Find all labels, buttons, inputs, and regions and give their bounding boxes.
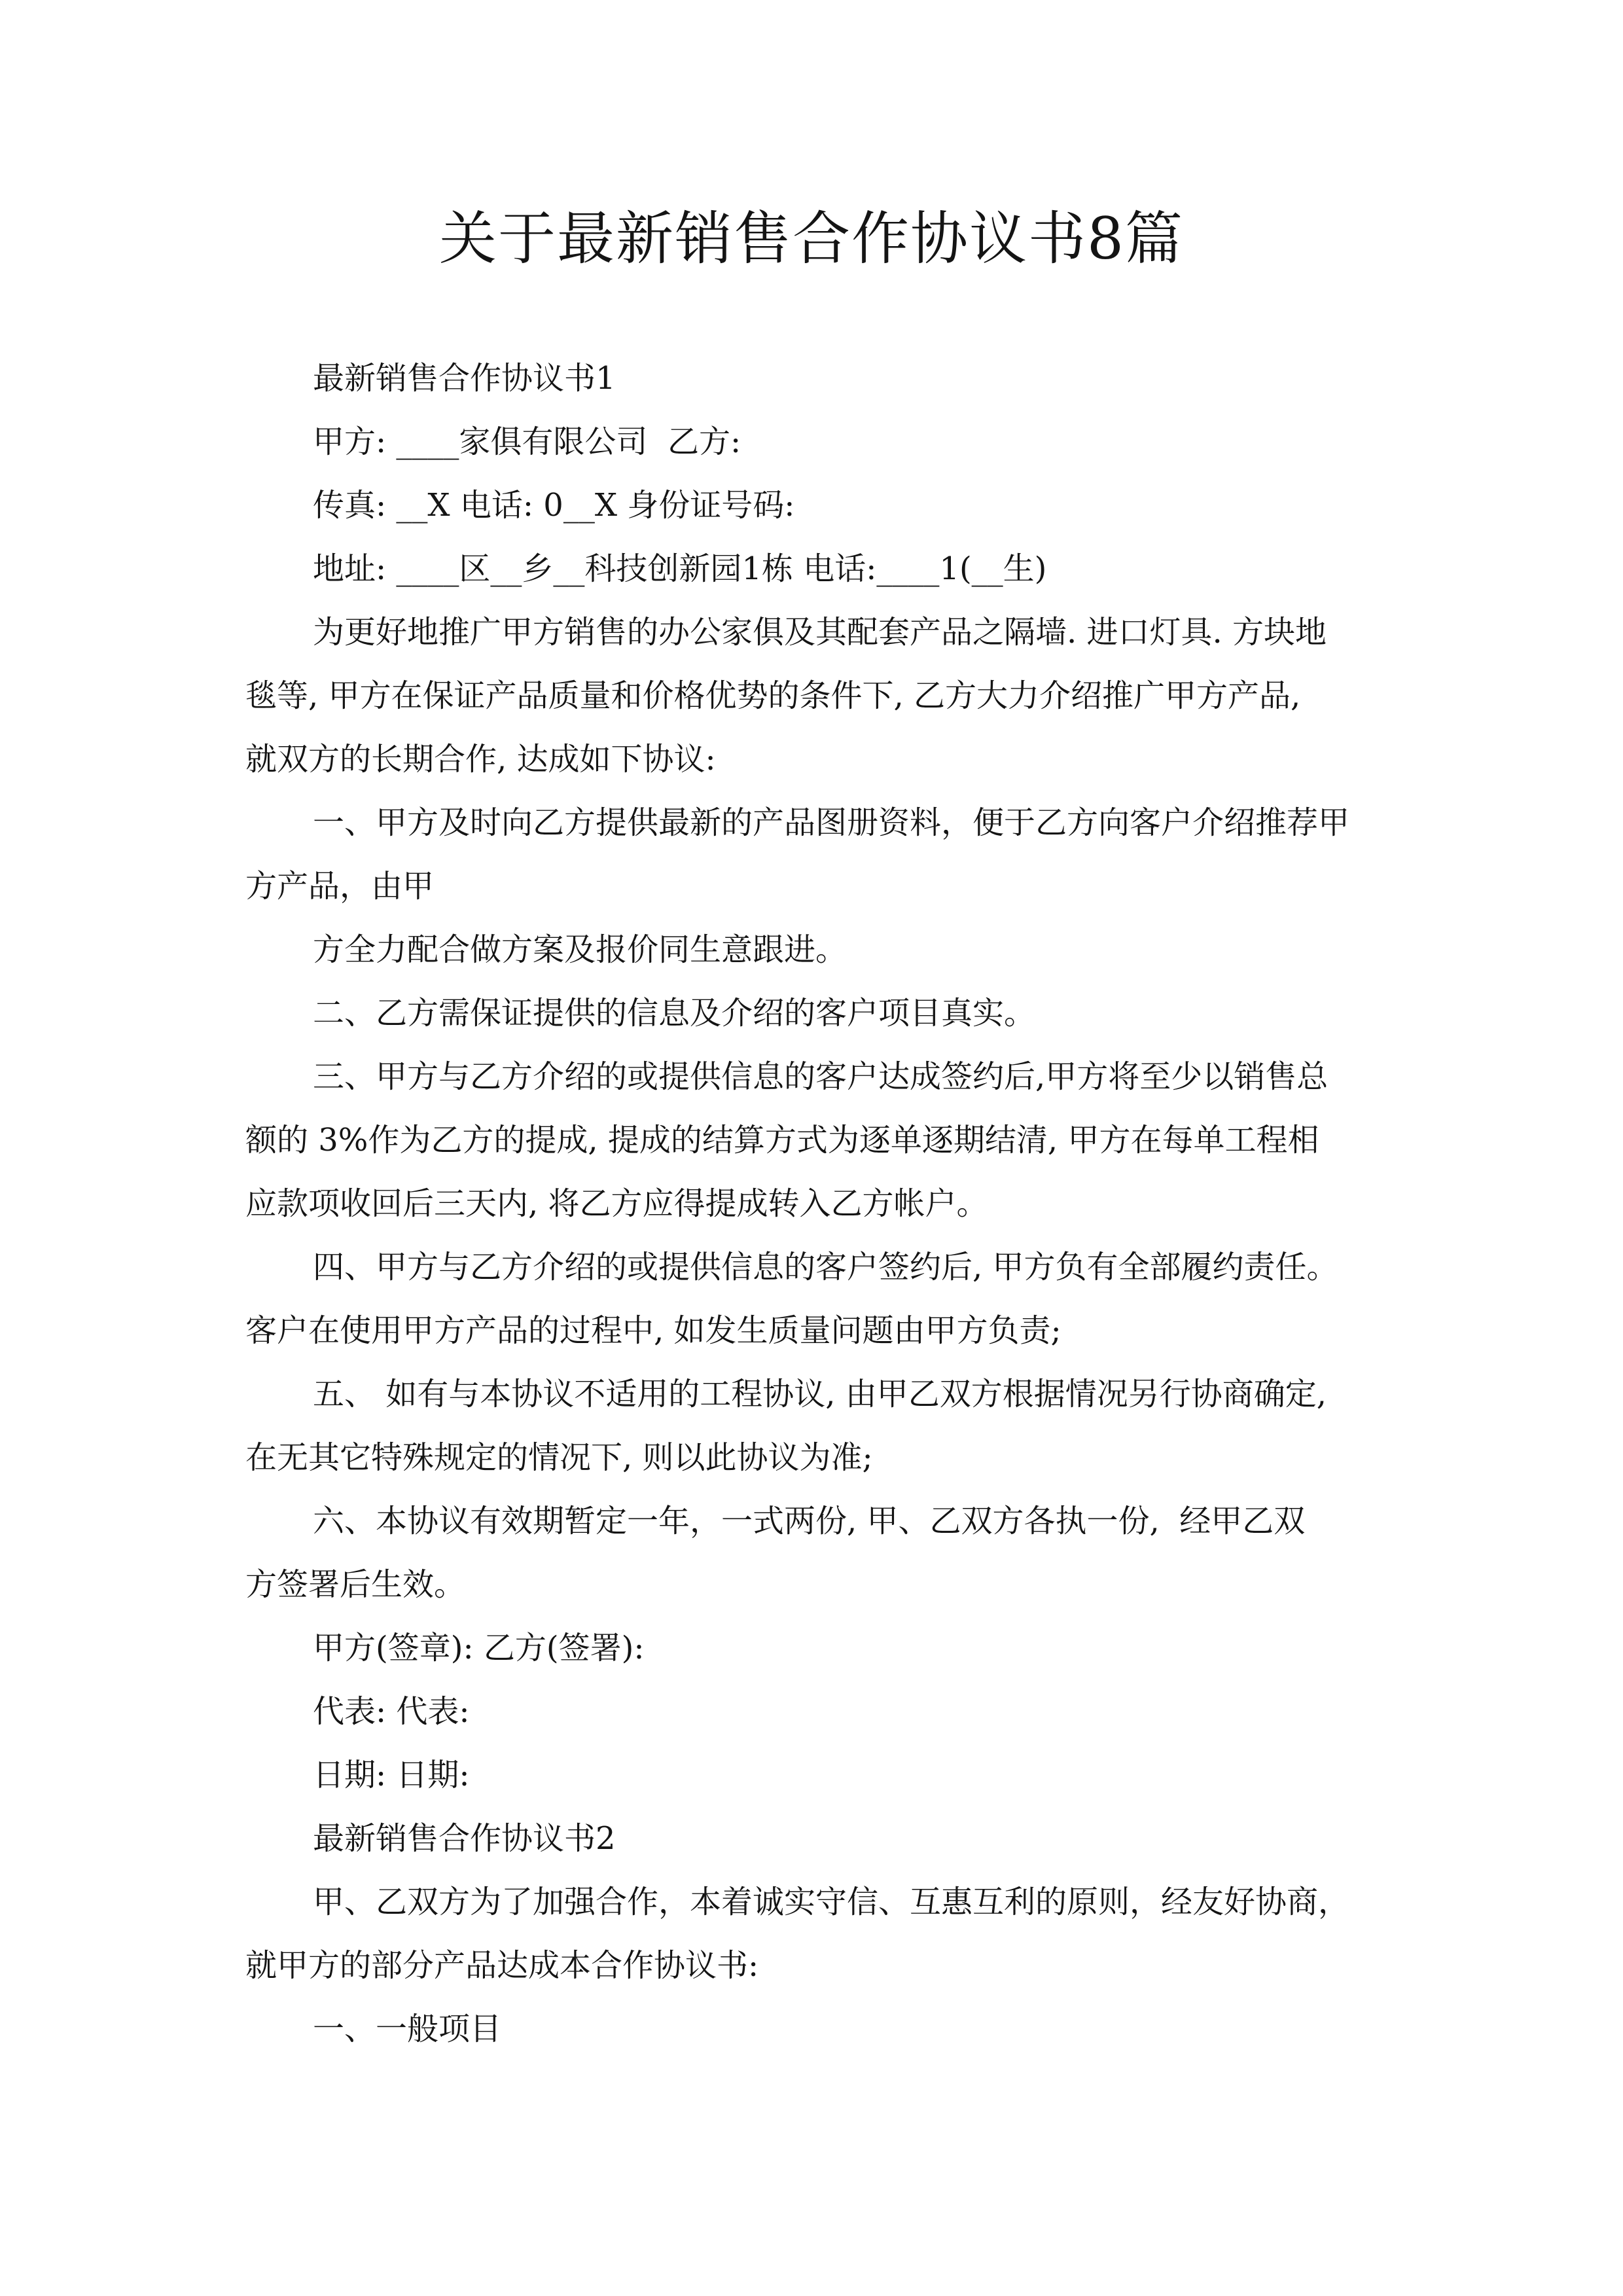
fax-phone-line: 传真: __X 电话: 0__X 身份证号码: — [313, 487, 795, 524]
representative-line: 代表: 代表: — [313, 1693, 470, 1730]
clause-3-line-1: 三、甲方与乙方介绍的或提供信息的客户达成签约后,甲方将至少以销售总 — [313, 1058, 1329, 1095]
agreement-2-intro-line-2: 就甲方的部分产品达成本合作协议书: — [245, 1947, 759, 1984]
clause-4-line-1: 四、甲方与乙方介绍的或提供信息的客户签约后, 甲方负有全部履约责任。 — [313, 1249, 1338, 1285]
clause-4-line-2: 客户在使用甲方产品的过程中, 如发生质量问题由甲方负责; — [245, 1312, 1061, 1349]
agreement-2-item-1: 一、一般项目 — [313, 2011, 502, 2047]
clause-3-line-2: 额的 3%作为乙方的提成, 提成的结算方式为逐单逐期结清, 甲方在每单工程相 — [245, 1122, 1319, 1158]
preamble-line-3: 就双方的长期合作, 达成如下协议: — [245, 741, 716, 778]
clause-5-line-2: 在无其它特殊规定的情况下, 则以此协议为准; — [245, 1439, 873, 1476]
clause-6-line-1: 六、本协议有效期暂定一年，一式两份, 甲、乙双方各执一份, 经甲乙双 — [313, 1503, 1306, 1539]
document-title: 关于最新销售合作协议书8篇 — [439, 205, 1184, 272]
date-line: 日期: 日期: — [313, 1757, 470, 1793]
clause-1-line-3: 方全力配合做方案及报价同生意跟进。 — [313, 931, 847, 968]
section-heading-2: 最新销售合作协议书2 — [313, 1820, 616, 1857]
clause-3-line-3: 应款项收回后三天内, 将乙方应得提成转入乙方帐户。 — [245, 1185, 988, 1222]
party-a-line: 甲方: ____家俱有限公司 乙方: — [313, 423, 741, 460]
clause-5-line-1: 五、 如有与本协议不适用的工程协议, 由甲乙双方根据情况另行协商确定, — [313, 1376, 1327, 1412]
preamble-line-2: 毯等, 甲方在保证产品质量和价格优势的条件下, 乙方大力介绍推广甲方产品, — [245, 677, 1301, 714]
document-body — [245, 347, 1397, 2061]
preamble-line-1: 为更好地推广甲方销售的办公家俱及其配套产品之隔墙. 进口灯具. 方块地 — [313, 614, 1327, 651]
clause-2-line: 二、乙方需保证提供的信息及介绍的客户项目真实。 — [313, 995, 1036, 1031]
address-line: 地址: ____区__乡__科技创新园1栋 电话:____1(__生) — [313, 550, 1047, 587]
clause-6-line-2: 方签署后生效。 — [245, 1566, 466, 1603]
agreement-2-intro-line-1: 甲、乙双方为了加强合作，本着诚实守信、互惠互利的原则，经友好协商， — [313, 1884, 1350, 1920]
signature-line: 甲方(签章): 乙方(签署): — [313, 1630, 645, 1666]
clause-1-line-1: 一、甲方及时向乙方提供最新的产品图册资料，便于乙方向客户介绍推荐甲 — [313, 804, 1350, 841]
section-heading-1: 最新销售合作协议书1 — [313, 360, 616, 397]
clause-1-line-2: 方产品，由甲 — [245, 868, 435, 905]
